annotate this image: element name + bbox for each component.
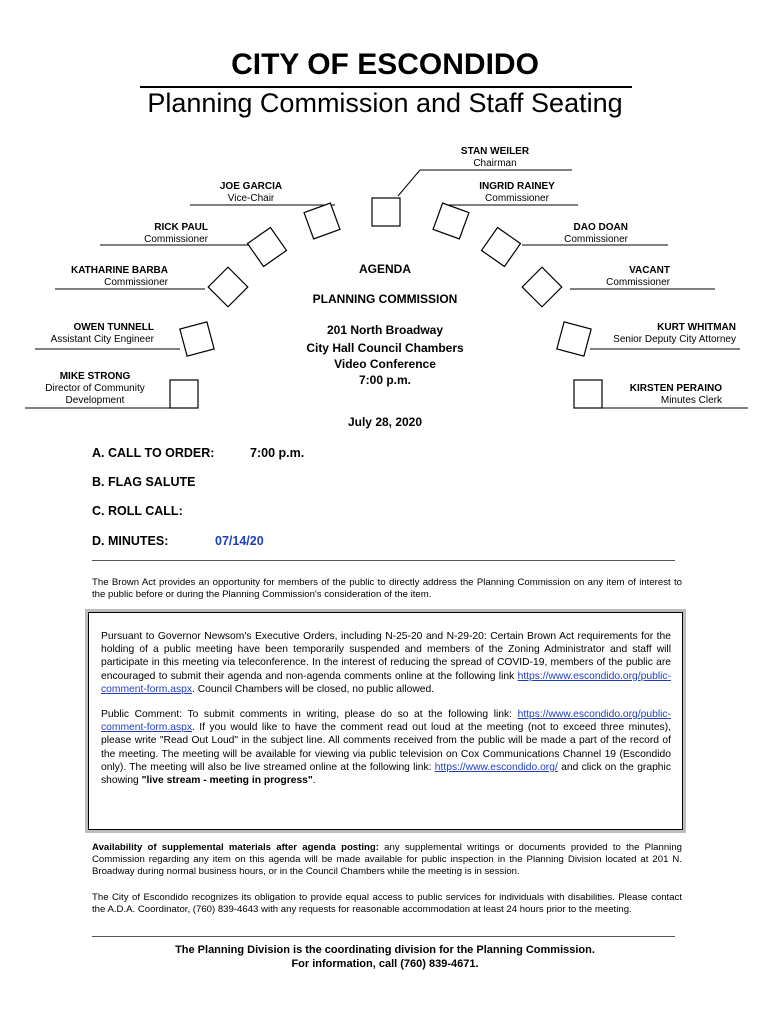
supplemental-text <box>92 842 682 878</box>
item-c-label: C. ROLL CALL: <box>92 504 183 518</box>
brown-act-text: The Brown Act provides an opportunity for members of the public to directly address the Planning Commission on any item of interest to the public before or during the Planning Commission's consideration of the item. <box>92 577 682 600</box>
seat-name: JOE GARCIA <box>219 181 283 192</box>
agenda-heading: AGENDA <box>358 262 411 276</box>
item-d-label: D. MINUTES: <box>92 534 169 548</box>
seat-label-vacant <box>520 265 670 289</box>
comment-form-link-2[interactable]: https://www.escondido.org/public-comment-form.aspx <box>101 709 671 734</box>
agenda-address: 201 North Broadway <box>326 323 444 337</box>
seat-role: Senior Deputy City Attorney <box>613 334 736 345</box>
item-a-time: 7:00 p.m. <box>250 446 305 460</box>
footer-line-2: For information, call (760) 839-4671. <box>291 958 479 970</box>
seat-owen <box>180 322 214 356</box>
seat-role: Commissioner <box>606 277 670 288</box>
seat-role: Commissioner <box>485 193 549 204</box>
agenda-location: City Hall Council Chambers <box>306 341 464 355</box>
footer-divider <box>92 936 675 937</box>
seat-label-owen <box>4 322 154 346</box>
seat-label-dao <box>478 222 628 246</box>
item-b-label: B. FLAG SALUTE <box>92 475 196 489</box>
seat-role: Vice-Chair <box>227 193 275 204</box>
notice-p2-mid: . If you would like to have the comment read out loud at the meeting (not to exceed three minutes), please write "Read Out Loud" in the subject line. All comments received from the public will be made a part of the record of the meeting. The meeting will be available for viewing via public television on Cox Communications Channel 19 (Escondido only). The meeting will also be live streamed online at the following link: <box>101 722 671 773</box>
agenda-time: 7:00 p.m. <box>358 373 412 387</box>
seat-mike <box>170 380 198 408</box>
seat-label-kurt <box>574 322 736 346</box>
seat-label-katharine <box>18 265 168 289</box>
notice-p2-end: . <box>312 775 316 787</box>
seat-name: VACANT <box>629 265 670 276</box>
seat-role: Director of Community <box>45 383 145 394</box>
notice-paragraph-2 <box>101 708 671 787</box>
agenda-format: Video Conference <box>334 357 436 371</box>
supplemental-body: any supplemental writings or documents provided to the Planning Commission regarding any item on this agenda will be made available for public inspection in the Planning Division located at 201 N. Broadway during normal business hours, or in the Council Chambers while the meeting is in session. <box>92 842 682 877</box>
page-title: CITY OF ESCONDIDO <box>231 48 539 81</box>
notice-p1-end: . Council Chambers will be closed, no public allowed. <box>191 683 435 695</box>
minutes-link[interactable]: 07/14/20 <box>215 534 264 548</box>
seat-label-mike <box>25 371 165 407</box>
seat-name: INGRID RAINEY <box>479 181 555 192</box>
page-subtitle: Planning Commission and Staff Seating <box>147 88 623 118</box>
item-a-label: A. CALL TO ORDER: <box>92 446 215 460</box>
notice-p2-mid2: and click on the graphic showing <box>101 761 671 787</box>
seat-role: Development <box>65 395 125 406</box>
seat-ingrid <box>433 203 469 239</box>
notice-box <box>88 612 683 830</box>
comment-form-link[interactable]: https://www.escondido.org/public-comment-form.aspx <box>101 670 671 695</box>
seat-name: KIRSTEN PERAINO <box>629 383 722 394</box>
ada-text: The City of Escondido recognizes its obligation to provide equal access to public services for individuals with disabilities. Please contact the A.D.A. Coordinator, (760) 839-4643 with any requests for reasonable accommodation at least 24 hours prior to the meeting. <box>92 892 682 915</box>
footer <box>0 943 770 971</box>
seat-role: Chairman <box>473 158 517 169</box>
seat-name: MIKE STRONG <box>59 371 131 382</box>
seat-role: Commissioner <box>564 234 628 245</box>
escondido-home-link[interactable]: https://www.escondido.org/ <box>434 761 558 773</box>
supplemental-lead: Availability of supplemental materials after agenda posting: <box>92 842 379 853</box>
seat-chairman <box>372 198 400 226</box>
seat-label-chairman <box>420 146 570 170</box>
footer-line-1: The Planning Division is the coordinating division for the Planning Commission. <box>175 944 595 956</box>
seat-role: Minutes Clerk <box>660 395 722 406</box>
seat-label-kirsten <box>572 383 722 407</box>
agenda-body: PLANNING COMMISSION <box>312 292 458 306</box>
seat-katharine <box>208 267 248 307</box>
seat-label-vice-chair <box>176 181 326 205</box>
notice-paragraph-1 <box>101 630 671 696</box>
seat-role: Commissioner <box>104 277 168 288</box>
notice-p1-text: Pursuant to Governor Newsom's Executive Orders, including N-25-20 and N-29-20: Certain Brown Act requirements for the holding of a public meeting have been temporarily suspended and members of the Zoning Administrator and staff will participate in this meeting via teleconference. In the interest of reducing the spread of COVID-19, members of the public are encouraged to submit their agenda and non-agenda comments online at the following link <box>101 631 671 682</box>
seat-name: RICK PAUL <box>154 222 208 233</box>
seat-name: KURT WHITMAN <box>657 322 736 333</box>
divider <box>92 560 675 561</box>
seat-rick <box>248 228 287 267</box>
seat-name: KATHARINE BARBA <box>70 265 168 276</box>
agenda-location-block <box>260 322 510 388</box>
seat-name: OWEN TUNNELL <box>73 322 154 333</box>
seat-name: DAO DOAN <box>573 222 628 233</box>
agenda-date: July 28, 2020 <box>347 415 423 429</box>
seat-vice-chair <box>304 203 340 239</box>
notice-p2-start: Public Comment: To submit comments in writing, please do so at the following link: <box>101 709 513 721</box>
seat-role: Commissioner <box>144 234 208 245</box>
seat-name: STAN WEILER <box>460 146 530 157</box>
notice-live-stream: "live stream - meeting in progress" <box>141 775 313 787</box>
seat-label-ingrid <box>442 181 592 205</box>
seat-label-rick <box>58 222 208 246</box>
seat-role: Assistant City Engineer <box>50 334 154 345</box>
